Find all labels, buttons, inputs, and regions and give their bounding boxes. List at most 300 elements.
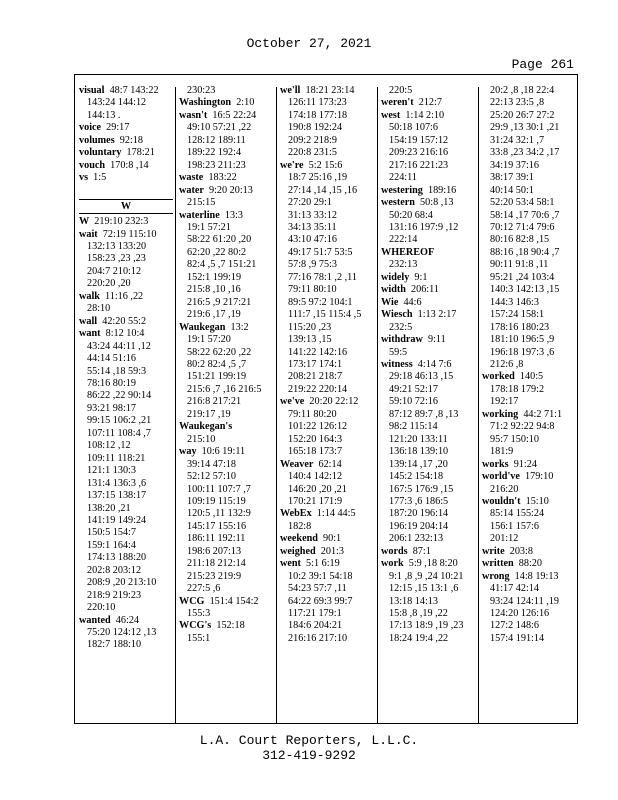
index-entry <box>381 546 475 558</box>
index-references: 88:20 <box>518 558 542 570</box>
index-references-continued: 117:21 179:1 <box>288 608 342 620</box>
index-references-continued: 34:13 35:11 <box>288 221 337 233</box>
index-references-continued: 220:10 <box>87 602 116 614</box>
index-entry <box>280 508 374 520</box>
index-references-continued: 50:18 107:6 <box>389 122 438 134</box>
index-word: WHEREOF <box>381 246 435 258</box>
index-references-continued: 9:1 ,8 ,9 ,24 10:21 <box>389 570 464 582</box>
index-references-continued: 151:21 199:19 <box>187 371 247 383</box>
index-word: Washington <box>179 97 232 109</box>
index-references: 10:6 19:11 <box>201 446 246 458</box>
index-references-continued: 190:8 192:24 <box>288 122 343 134</box>
index-word: voluntary <box>79 147 122 159</box>
index-entry <box>179 421 273 433</box>
index-references-continued: 27:14 ,14 ,15 ,16 <box>288 184 358 196</box>
index-references-continued: 79:11 80:20 <box>288 408 337 420</box>
index-word: widely <box>381 271 410 283</box>
index-references: 5:2 15:6 <box>308 159 343 171</box>
index-references-continued: 99:15 106:2 ,21 <box>87 415 152 427</box>
index-references-continued: 220:8 231:5 <box>288 147 337 159</box>
index-entry <box>280 546 374 558</box>
reporter-phone: 312-419-9292 <box>262 748 356 763</box>
index-references: 16:5 22:24 <box>212 109 257 121</box>
index-entry <box>381 334 475 346</box>
index-references-continued: 146:20 ,20 ,21 <box>288 483 347 495</box>
index-references-continued: 174:18 177:18 <box>288 109 348 121</box>
index-entry <box>79 135 173 147</box>
index-entry <box>381 284 475 296</box>
index-references-continued: 121:20 133:11 <box>389 433 448 445</box>
index-references-continued: 10:2 39:1 54:18 <box>288 570 353 582</box>
index-entry <box>79 172 173 184</box>
index-references: 11:16 ,22 <box>105 290 144 302</box>
index-entry <box>381 185 475 197</box>
index-references-continued: 211:18 212:14 <box>187 558 246 570</box>
index-references-continued: 150:5 154:7 <box>87 527 136 539</box>
index-word: weren't <box>381 97 414 109</box>
index-word: water <box>179 184 204 196</box>
index-references-continued: 155:3 <box>187 608 211 620</box>
index-references-continued: 109:19 115:19 <box>187 495 246 507</box>
index-references-continued: 159:1 164:4 <box>87 539 136 551</box>
index-references-continued: 62:20 ,22 80:2 <box>187 246 247 258</box>
index-references-continued: 132:13 133:20 <box>87 240 147 252</box>
index-references-continued: 89:5 97:2 104:1 <box>288 296 353 308</box>
index-references: 44:2 71:1 <box>523 408 563 420</box>
index-references: 1:13 2:17 <box>417 309 457 321</box>
index-references-continued: 182:7 188:10 <box>87 639 142 651</box>
index-entry <box>482 546 576 558</box>
index-references-continued: 155:1 <box>187 632 211 644</box>
index-word: vs <box>79 172 89 184</box>
index-references-continued: 107:11 108:4 ,7 <box>87 427 151 439</box>
index-entry <box>179 446 273 458</box>
index-references-continued: 75:20 124:12 ,13 <box>87 627 157 639</box>
index-references: 5:9 ,18 8:20 <box>408 558 458 570</box>
index-references: 152:18 <box>216 620 245 632</box>
index-references: 140:5 <box>519 371 544 383</box>
index-word: voice <box>79 122 102 134</box>
index-entry <box>79 160 173 172</box>
index-word: visual <box>79 85 105 96</box>
index-references: 183:22 <box>208 172 237 184</box>
index-references: 189:16 <box>427 184 457 196</box>
index-word: Waukegan's <box>179 421 233 433</box>
index-references-continued: 40:14 50:1 <box>490 184 534 196</box>
index-references-continued: 59:10 72:16 <box>389 396 438 408</box>
column-divider <box>276 87 277 723</box>
index-word: W <box>79 216 90 228</box>
index-references-continued: 152:1 199:19 <box>187 271 242 283</box>
index-references: 9:1 <box>414 271 428 283</box>
index-references-continued: 52:20 53:4 58:1 <box>490 197 555 209</box>
index-entry <box>79 216 173 228</box>
index-entry <box>482 558 576 570</box>
index-word: want <box>79 328 101 340</box>
index-references-continued: 218:9 219:23 <box>87 589 142 601</box>
index-references-continued: 111:7 ,15 115:4 ,5 <box>288 309 362 321</box>
index-word: WCG <box>179 595 205 607</box>
index-references-continued: 158:23 ,23 ,23 <box>87 253 146 265</box>
index-column-5 <box>482 85 576 645</box>
index-entry <box>179 620 273 632</box>
index-references-continued: 139:13 ,15 <box>288 334 332 346</box>
index-references-continued: 198:23 211:23 <box>187 159 246 171</box>
index-word: westering <box>381 184 423 196</box>
index-entry <box>79 291 173 303</box>
index-references-continued: 38:17 39:1 <box>490 172 534 184</box>
index-entry <box>280 160 374 172</box>
index-references-continued: 220:20 ,20 <box>87 278 131 290</box>
index-references-continued: 145:17 155:16 <box>187 520 247 532</box>
index-references-continued: 215:8 ,10 ,16 <box>187 284 241 296</box>
index-entry <box>381 297 475 309</box>
index-references: 20:20 22:12 <box>309 396 359 408</box>
index-references-continued: 170:21 171:9 <box>288 495 343 507</box>
index-references: 13:2 <box>230 321 249 333</box>
index-references: 4:14 7:6 <box>417 358 452 370</box>
index-references-continued: 128:12 189:11 <box>187 134 246 146</box>
index-references-continued: 215:10 <box>187 433 216 445</box>
index-entry <box>482 409 576 421</box>
index-references-continued: 137:15 138:17 <box>87 490 147 502</box>
index-references: 87:1 <box>412 545 431 557</box>
index-references: 90:1 <box>323 533 342 545</box>
index-references-continued: 43:24 44:11 ,12 <box>87 340 151 352</box>
index-references-continued: 29:18 46:13 ,15 <box>389 371 454 383</box>
index-references-continued: 64:22 69:3 99:7 <box>288 595 353 607</box>
index-references-continued: 101:22 126:12 <box>288 421 348 433</box>
index-references-continued: 19:1 57:21 <box>187 221 231 233</box>
page-number: Page 261 <box>511 57 574 72</box>
index-references-continued: 15:8 ,8 ,19 ,22 <box>389 608 448 620</box>
index-references-continued: 178:18 179:2 <box>490 383 545 395</box>
index-entry <box>280 558 374 570</box>
index-word: wrong <box>482 570 510 582</box>
index-references-continued: 178:16 180:23 <box>490 321 550 333</box>
index-references-continued: 126:11 173:23 <box>288 97 347 109</box>
index-entry <box>179 172 273 184</box>
index-references: 15:10 <box>525 495 549 507</box>
index-entry <box>79 615 173 627</box>
index-references-continued: 144:13 . <box>87 109 121 121</box>
index-references-continued: 41:17 42:14 <box>490 583 539 595</box>
index-references-continued: 44:14 51:16 <box>87 353 136 365</box>
index-references-continued: 131:4 136:3 ,6 <box>87 477 147 489</box>
index-word: wasn't <box>179 109 208 121</box>
index-references-continued: 139:14 ,17 ,20 <box>389 458 448 470</box>
index-references-continued: 157:4 191:14 <box>490 632 545 644</box>
index-spacer <box>79 185 173 197</box>
column-divider <box>478 87 479 723</box>
index-references-continued: 100:11 107:7 ,7 <box>187 483 251 495</box>
index-references: 13:3 <box>224 209 243 221</box>
index-section-letter: W <box>79 199 173 214</box>
index-references: 5:1 6:19 <box>306 558 340 570</box>
index-word: works <box>482 458 509 470</box>
index-references-continued: 49:21 52:17 <box>389 383 438 395</box>
index-references-continued: 77:16 78:1 ,2 ,11 <box>288 271 357 283</box>
index-references: 42:20 55:2 <box>102 315 147 327</box>
index-references-continued: 216:8 217:21 <box>187 396 242 408</box>
index-references-continued: 230:23 <box>187 85 216 96</box>
index-references-continued: 216:5 ,9 217:21 <box>187 296 252 308</box>
index-references-continued: 19:1 57:20 <box>187 334 231 346</box>
index-references: 14:8 19:13 <box>514 570 559 582</box>
index-references-continued: 222:14 <box>389 234 418 246</box>
index-references-continued: 215:23 219:9 <box>187 570 242 582</box>
index-references-continued: 208:21 218:7 <box>288 371 343 383</box>
index-references-continued: 52:12 57:10 <box>187 471 236 483</box>
index-entry <box>381 247 475 259</box>
index-references-continued: 156:1 157:6 <box>490 520 539 532</box>
index-references-continued: 49:17 51:7 53:5 <box>288 246 353 258</box>
index-column-2 <box>179 85 273 645</box>
index-entry <box>79 122 173 134</box>
index-references: 178:21 <box>126 147 155 159</box>
index-references-continued: 144:3 146:3 <box>490 296 539 308</box>
index-entry <box>179 97 273 109</box>
index-word: wouldn't <box>482 495 521 507</box>
index-references-continued: 25:20 26:7 27:2 <box>490 109 555 121</box>
reporter-company: L.A. Court Reporters, L.L.C. <box>199 733 419 748</box>
index-references-continued: 70:12 71:4 79:6 <box>490 221 555 233</box>
index-references-continued: 181:9 <box>490 446 514 458</box>
index-column-4 <box>381 85 475 645</box>
index-references-continued: 39:14 47:18 <box>187 458 236 470</box>
index-entry <box>179 110 273 122</box>
index-references: 212:7 <box>418 97 442 109</box>
index-entry <box>179 185 273 197</box>
index-entry <box>280 396 374 408</box>
index-references: 9:11 <box>427 334 446 346</box>
index-entry <box>79 147 173 159</box>
index-references-continued: 71:2 92:22 94:8 <box>490 421 555 433</box>
index-references-continued: 87:12 89:7 ,8 ,13 <box>389 408 459 420</box>
index-word: weekend <box>280 533 318 545</box>
column-divider <box>175 87 176 723</box>
index-references-continued: 192:17 <box>490 396 519 408</box>
index-word: Weaver <box>280 458 314 470</box>
index-references-continued: 152:20 164:3 <box>288 433 343 445</box>
index-word: Waukegan <box>179 321 226 333</box>
index-references-continued: 124:20 126:16 <box>490 608 550 620</box>
index-entry <box>381 272 475 284</box>
index-word: waterline <box>179 209 220 221</box>
index-references-continued: 216:20 <box>490 483 519 495</box>
index-references: 92:18 <box>119 134 143 146</box>
index-word: written <box>482 558 514 570</box>
index-references-continued: 206:1 232:13 <box>389 533 444 545</box>
index-references-continued: 212:6 ,8 <box>490 358 524 370</box>
index-references: 206:11 <box>411 284 439 296</box>
index-references-continued: 55:14 ,18 59:3 <box>87 365 147 377</box>
index-references: 179:10 <box>525 471 554 483</box>
index-entry <box>280 533 374 545</box>
index-references-continued: 127:2 148:6 <box>490 620 539 632</box>
index-entry <box>381 359 475 371</box>
index-page-frame <box>74 74 578 724</box>
index-references-continued: 108:12 ,12 <box>87 440 131 452</box>
index-references-continued: 138:20 ,21 <box>87 502 131 514</box>
index-references: 48:7 143:22 <box>109 85 159 96</box>
index-word: west <box>381 109 401 121</box>
index-references-continued: 27:20 29:1 <box>288 197 332 209</box>
index-word: Wie <box>381 296 399 308</box>
index-references-continued: 34:19 37:16 <box>490 159 539 171</box>
index-references: 201:3 <box>320 545 344 557</box>
index-references-continued: 143:24 144:12 <box>87 97 147 109</box>
index-entry <box>482 496 576 508</box>
index-references-continued: 232:5 <box>389 321 413 333</box>
index-references-continued: 13:18 14:13 <box>389 595 438 607</box>
index-references-continued: 184:6 204:21 <box>288 620 343 632</box>
index-references-continued: 140:4 142:12 <box>288 471 343 483</box>
index-word: western <box>381 197 415 209</box>
index-word: wanted <box>79 614 111 626</box>
index-entry <box>381 309 475 321</box>
index-entry <box>482 459 576 471</box>
index-references: 91:24 <box>513 458 537 470</box>
index-references-continued: 186:11 192:11 <box>187 533 246 545</box>
index-references: 1:14 2:10 <box>405 109 445 121</box>
index-word: we'll <box>280 85 301 96</box>
index-entry <box>381 97 475 109</box>
index-references-continued: 93:21 98:17 <box>87 402 136 414</box>
index-references-continued: 82:4 ,5 ,7 151:21 <box>187 259 257 271</box>
index-references-continued: 58:14 ,17 70:6 ,7 <box>490 209 560 221</box>
index-references-continued: 181:10 196:5 ,9 <box>490 334 555 346</box>
index-references-continued: 189:22 192:4 <box>187 147 242 159</box>
index-references-continued: 217:16 221:23 <box>389 159 449 171</box>
index-word: we've <box>280 396 305 408</box>
index-word: worked <box>482 371 515 383</box>
index-references-continued: 78:16 80:19 <box>87 377 136 389</box>
index-references-continued: 88:16 ,18 90:4 ,7 <box>490 246 560 258</box>
index-word: words <box>381 545 408 557</box>
index-word: wall <box>79 315 98 327</box>
index-references: 203:8 <box>509 545 533 557</box>
index-references-continued: 219:17 ,19 <box>187 408 231 420</box>
index-references-continued: 196:19 204:14 <box>389 520 449 532</box>
index-column-3 <box>280 85 374 645</box>
transcript-date: October 27, 2021 <box>246 36 372 51</box>
index-references-continued: 182:8 <box>288 520 312 532</box>
index-word: working <box>482 408 519 420</box>
index-references: 151:4 154:2 <box>209 595 259 607</box>
index-references-continued: 86:22 ,22 90:14 <box>87 390 152 402</box>
index-references-continued: 29:9 ,13 30:1 ,21 <box>490 122 560 134</box>
index-entry <box>482 371 576 383</box>
index-references-continued: 224:11 <box>389 172 417 184</box>
index-word: work <box>381 558 404 570</box>
index-entry <box>381 110 475 122</box>
index-references: 170:8 ,14 <box>110 159 149 171</box>
index-word: WebEx <box>280 508 312 520</box>
index-word: way <box>179 446 197 458</box>
index-references-continued: 154:19 157:12 <box>389 134 449 146</box>
index-references-continued: 157:24 158:1 <box>490 309 545 321</box>
index-references-continued: 90:11 91:8 ,11 <box>490 259 549 271</box>
index-references-continued: 145:2 154:18 <box>389 471 444 483</box>
index-references-continued: 33:8 ,23 34:2 ,17 <box>490 147 560 159</box>
index-word: vouch <box>79 159 106 171</box>
index-references-continued: 141:22 142:16 <box>288 346 348 358</box>
index-references-continued: 18:24 19:4 ,22 <box>389 632 449 644</box>
index-word: waste <box>179 172 204 184</box>
index-word: walk <box>79 290 100 302</box>
index-references: 72:19 115:10 <box>102 228 157 240</box>
index-references-continued: 201:12 <box>490 533 519 545</box>
index-references-continued: 227:5 ,6 <box>187 583 221 595</box>
index-references-continued: 20:2 ,8 ,18 22:4 <box>490 85 555 96</box>
index-references-continued: 215:6 ,7 ,16 216:5 <box>187 383 262 395</box>
index-word: we're <box>280 159 304 171</box>
index-references-continued: 31:13 33:12 <box>288 209 337 221</box>
index-entry <box>179 596 273 608</box>
index-references-continued: 219:22 220:14 <box>288 383 348 395</box>
index-references-continued: 209:2 218:9 <box>288 134 337 146</box>
index-word: world've <box>482 471 520 483</box>
index-entry <box>79 229 173 241</box>
index-entry <box>280 85 374 97</box>
index-word: width <box>381 284 406 296</box>
index-references-continued: 204:7 210:12 <box>87 265 142 277</box>
index-word: Wiesch <box>381 309 413 321</box>
index-references-continued: 165:18 173:7 <box>288 446 343 458</box>
index-word: went <box>280 558 301 570</box>
index-references: 62:14 <box>318 458 342 470</box>
index-references-continued: 208:9 ,20 213:10 <box>87 577 157 589</box>
index-word: withdraw <box>381 334 423 346</box>
index-references-continued: 18:7 25:16 ,19 <box>288 172 348 184</box>
index-references-continued: 187:20 196:14 <box>389 508 449 520</box>
index-entry <box>79 85 173 97</box>
index-references: 1:14 44:5 <box>316 508 356 520</box>
index-word: WCG's <box>179 620 212 632</box>
index-references-continued: 58:22 62:20 ,22 <box>187 346 252 358</box>
index-references-continued: 28:10 <box>87 303 111 315</box>
index-references-continued: 109:11 118:21 <box>87 452 146 464</box>
index-references-continued: 216:16 217:10 <box>288 632 348 644</box>
index-references-continued: 93:24 124:11 ,19 <box>490 595 559 607</box>
index-references-continued: 59:5 <box>389 346 408 358</box>
index-references-continued: 167:5 176:9 ,15 <box>389 483 454 495</box>
index-entry <box>482 571 576 583</box>
index-references-continued: 141:19 149:24 <box>87 514 147 526</box>
index-entry <box>381 197 475 209</box>
index-references-continued: 85:14 155:24 <box>490 508 545 520</box>
index-entry <box>79 328 173 340</box>
index-references-continued: 95:7 150:10 <box>490 433 539 445</box>
index-references-continued: 80:16 82:8 ,15 <box>490 234 550 246</box>
index-references: 219:10 232:3 <box>94 216 149 228</box>
index-references-continued: 215:15 <box>187 197 216 209</box>
index-references-continued: 98:2 115:14 <box>389 421 438 433</box>
index-references: 9:20 20:13 <box>208 184 253 196</box>
index-references-continued: 196:18 197:3 ,6 <box>490 346 555 358</box>
index-references: 8:12 10:4 <box>105 328 145 340</box>
index-references: 2:10 <box>236 97 255 109</box>
index-references-continued: 80:2 82:4 ,5 ,7 <box>187 358 247 370</box>
index-references-continued: 54:23 57:7 ,11 <box>288 583 347 595</box>
index-word: volumes <box>79 134 115 146</box>
index-references-continued: 177:3 ,6 186:5 <box>389 495 449 507</box>
index-references-continued: 50:20 68:4 <box>389 209 433 221</box>
index-references: 44:6 <box>403 296 422 308</box>
index-references-continued: 115:20 ,23 <box>288 321 332 333</box>
index-references-continued: 49:10 57:21 ,22 <box>187 122 252 134</box>
